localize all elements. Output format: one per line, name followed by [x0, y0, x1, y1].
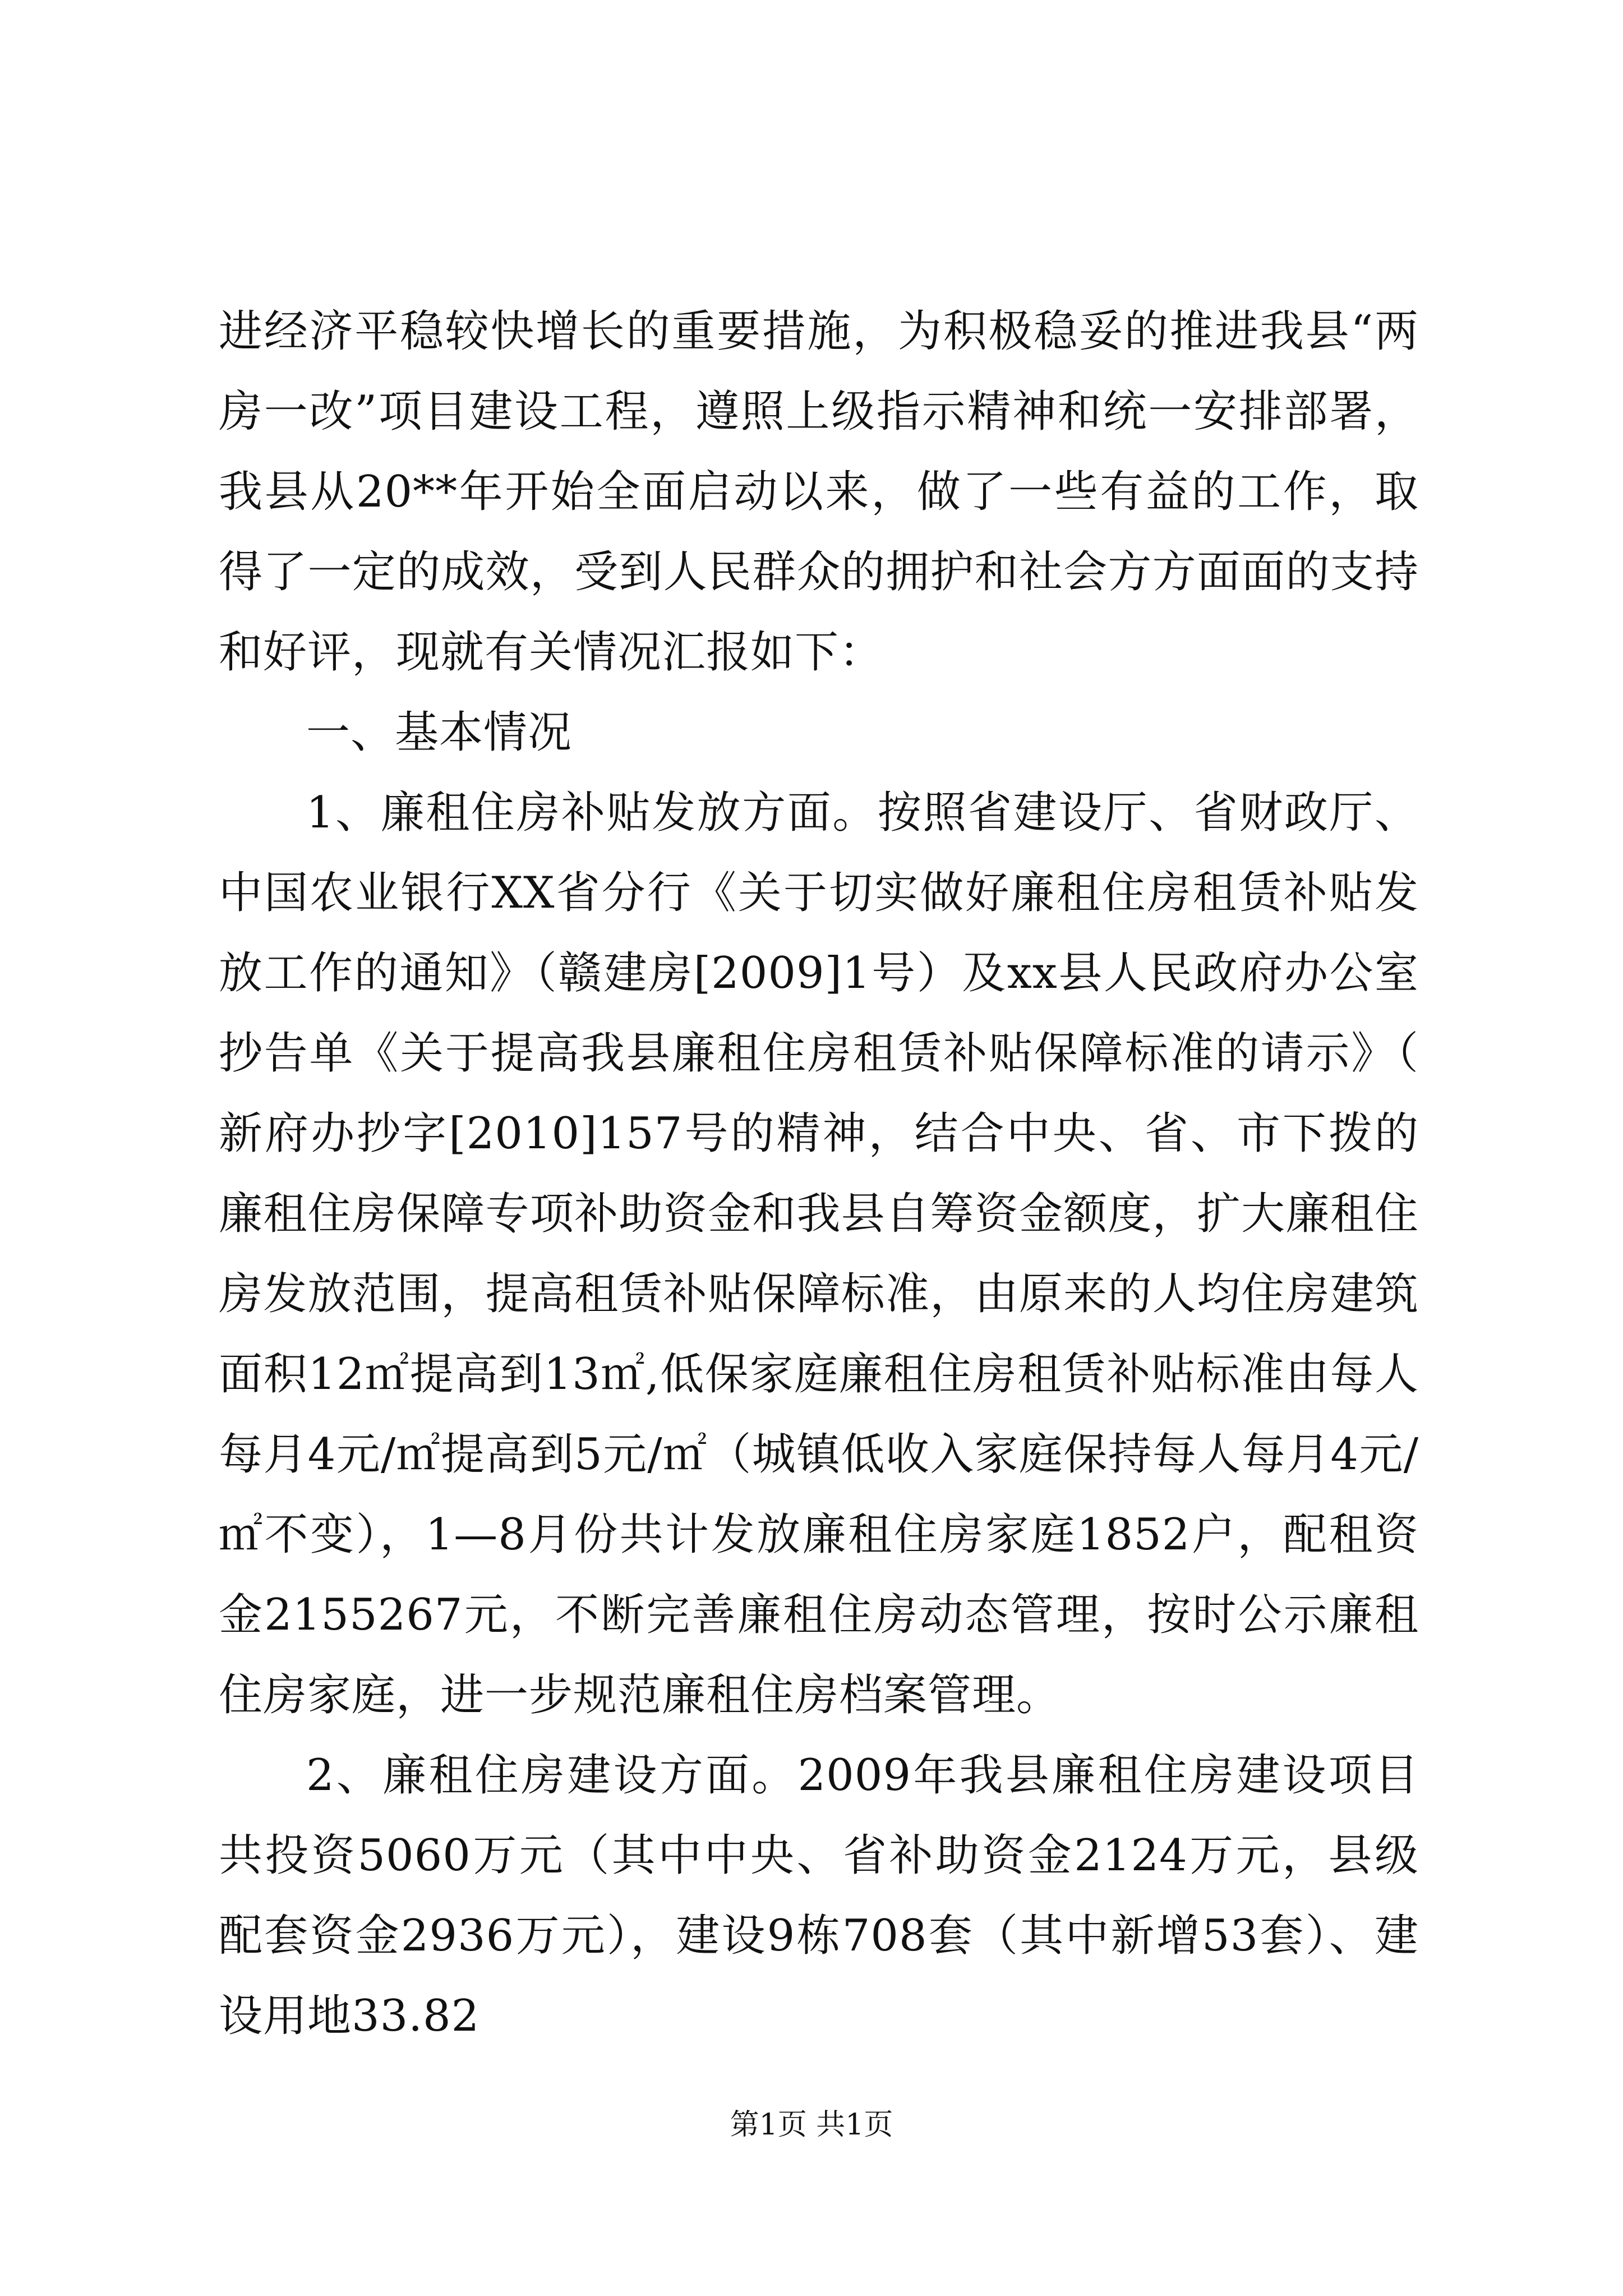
document-body [219, 292, 1419, 2056]
section-heading: 一、基本情况 [306, 707, 573, 758]
intro-paragraph: 进经济平稳较快增长的重要措施，为积极稳妥的推进我县“两房一改”项目建设工程，遵照上级指示精神和统一安排部署，我县从20**年开始全面启动以来，做了一些有益的工作，取得了一定的成效，受到人民群众的拥护和社会方方面面的支持和好评，现就有关情况汇报如下： [219, 306, 1419, 678]
item-1-paragraph: 1、廉租住房补贴发放方面。按照省建设厅、省财政厅、中国农业银行XX省分行《关于切实做好廉租住房租赁补贴发放工作的通知》（赣建房[2009]1号）及xx县人民政府办公室抄告单《关于提高我县廉租住房租赁补贴保障标准的请示》（新府办抄字[2010]157号的精神，结合中央、省、市下拨的廉租住房保障专项补助资金和我县自筹资金额度，扩大廉租住房发放范围，提高租赁补贴保障标准，由原来的人均住房建筑面积12㎡提高到13㎡,低保家庭廉租住房租赁补贴标准由每人每月4元/㎡提高到5元/㎡（城镇低收入家庭保持每人每月4元/㎡不变），1—8月份共计发放廉租住房家庭1852户，配租资金2155267元，不断完善廉租住房动态管理，按时公示廉租住房家庭，进一步规范廉租住房档案管理。 [219, 788, 1419, 1720]
page-footer: 第1页 共1页 [730, 2108, 893, 2142]
item-2-paragraph: 2、廉租住房建设方面。2009年我县廉租住房建设项目共投资5060万元（其中中央、省补助资金2124万元，县级配套资金2936万元），建设9栋708套（其中新增53套）、建设用地33.82 [219, 1750, 1419, 2041]
